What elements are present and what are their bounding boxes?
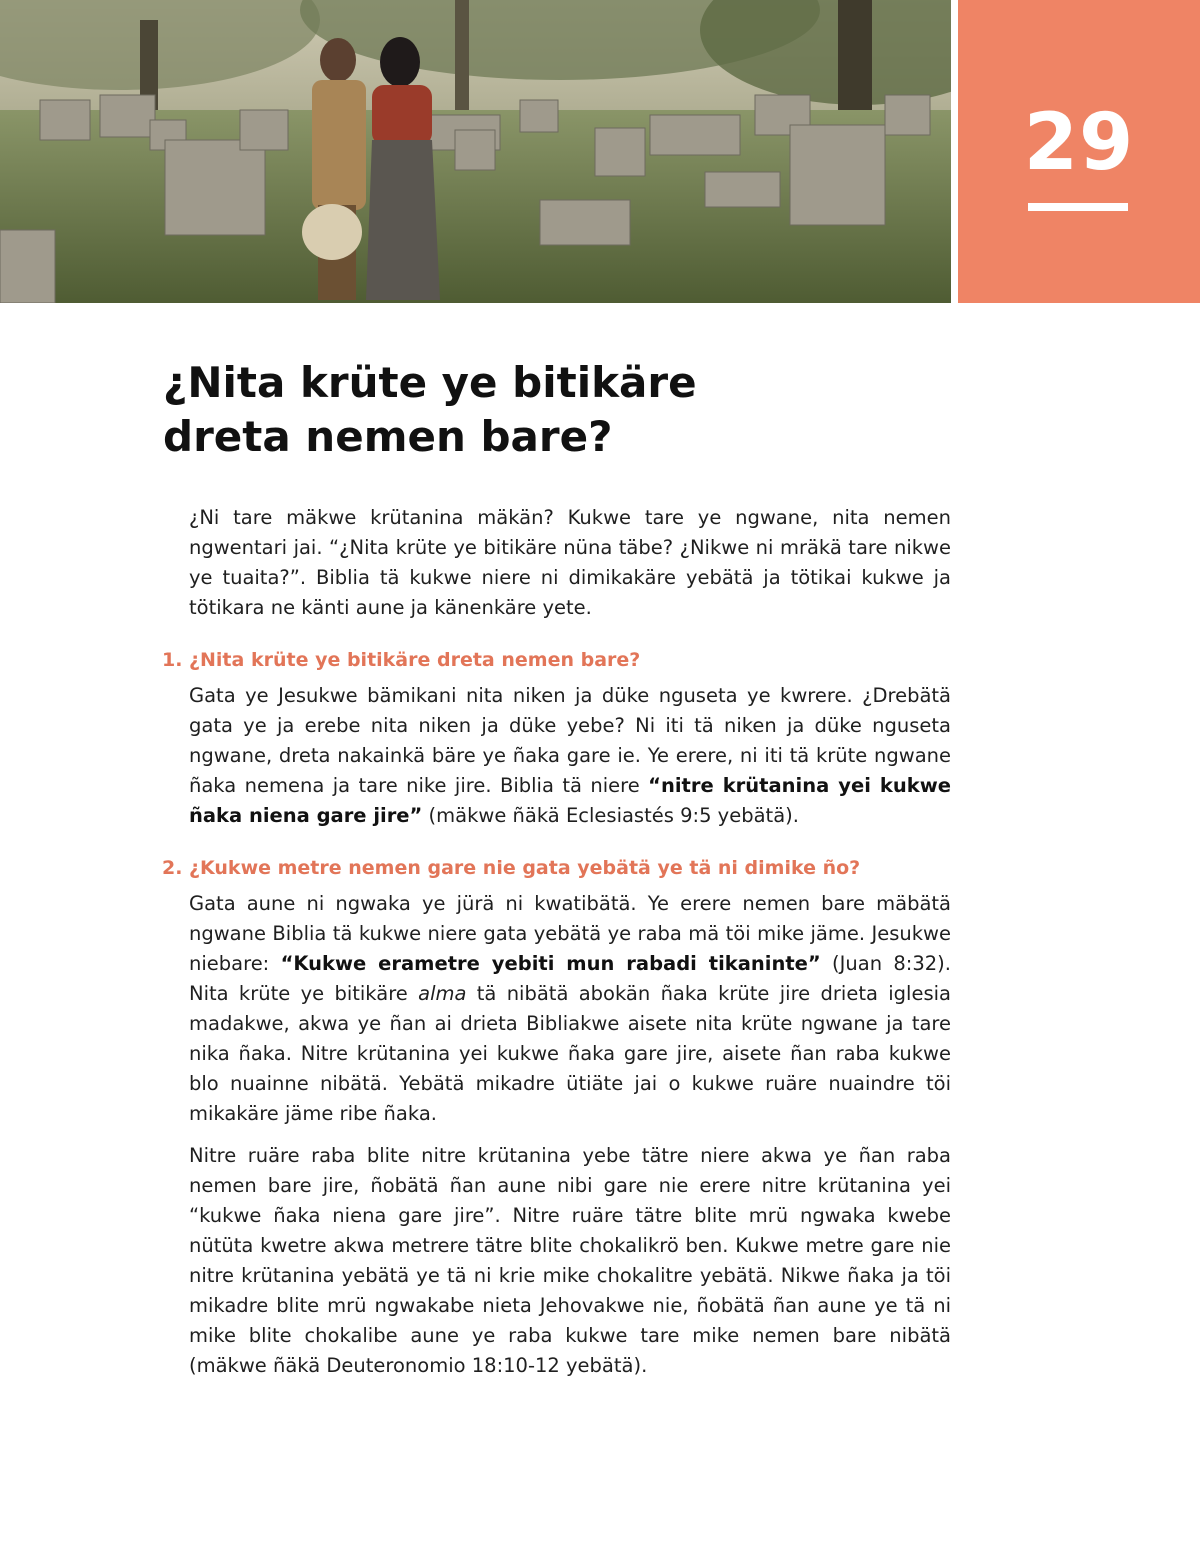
header-photo xyxy=(0,0,951,303)
answer-text: Gata ye Jesukwe bämikani nita niken ja düke nguseta ye kwrere. ¿Drebätä gata ye ja erebe nita niken ja düke yebe? Ni iti tä niken ja düke nguseta ngwane, dreta nakainkä bäre ye ñaka gare ie. Ye erere, ni iti tä krüte ngwane ñaka nemena ja tare nike jire. Biblia tä niere xyxy=(189,684,951,797)
section-1 xyxy=(162,645,951,831)
lesson-number: 29 xyxy=(1023,98,1135,188)
question-heading xyxy=(162,645,951,675)
answer-text: (Juan 8:32). Nita krüte ye bitikäre xyxy=(189,952,951,1005)
answer-paragraph xyxy=(189,889,951,1129)
answer-text: Gata aune ni ngwaka ye jürä ni kwatibätä. Ye erere nemen bare mäbätä ngwane Biblia tä kukwe niere gata yebätä ye raba mä töi mike jäme. Jesukwe niebare: xyxy=(189,892,951,975)
lesson-body xyxy=(162,503,951,1393)
cemetery-illustration xyxy=(0,0,951,303)
scripture-quote: “nitre krütanina yei kukwe ñaka niena gare jire” xyxy=(189,774,951,827)
question-text: ¿Kukwe metre nemen gare nie gata yebätä ye tä ni dimike ño? xyxy=(189,857,861,879)
question-number: 2. xyxy=(162,857,183,879)
italic-term: alma xyxy=(418,982,467,1005)
title-line-2: dreta nemen bare? xyxy=(163,412,613,461)
question-text: ¿Nita krüte ye bitikäre dreta nemen bare? xyxy=(189,649,641,671)
answer-text: tä nibätä abokän ñaka krüte jire drieta iglesia madakwe, akwa ye ñan ai drieta Bibliakwe aisete nita krüte ngwane ja tare nika ñaka. Nitre krütanina yei kukwe ñaka gare jire, aisete ñan raba kukwe blo nuainne nibätä. Yebätä mikadre ütiäte jai o kukwe ruäre nuaindre töi mikakäre jäme ribe ñaka. xyxy=(189,982,951,1125)
question-number: 1. xyxy=(162,649,183,671)
lesson-badge xyxy=(958,0,1200,303)
intro-paragraph: ¿Ni tare mäkwe krütanina mäkän? Kukwe tare ye ngwane, nita nemen ngwentari jai. “¿Nita krüte ye bitikäre nüna täbe? ¿Nikwe ni mräkä tare nikwe ye tuaita?”. Biblia tä kukwe niere ni dimikakäre yebätä ja tötikai kukwe ja tötikara ne känti aune ja känenkäre yete. xyxy=(189,506,951,619)
lesson-number-underline xyxy=(1028,203,1128,211)
answer-paragraph: Nitre ruäre raba blite nitre krütanina yebe tätre niere akwa ye ñan raba nemen bare jire, ñobätä ñan aune nibi gare nie erere nitre krütanina yei “kukwe ñaka niena gare jire”. Nitre ruäre tätre blite mrü ngwaka kwebe nütüta kwetre akwa metrere tätre blite chokalikrö ben. Kukwe metre gare nie nitre krütanina yebätä ye tä ni krie mike chokalitre yebätä. Nikwe ñaka ja töi mikadre blite mrü ngwakabe nieta Jehovakwe nie, ñobätä ñan aune ye tä ni mike blite chokalibe aune ye raba kukwe tare mike nemen bare nibätä (mäkwe ñäkä Deuteronomio 18:10-12 yebätä). xyxy=(189,1144,951,1377)
answer-paragraph xyxy=(189,681,951,831)
section-2 xyxy=(162,853,951,1381)
scripture-reference: (mäkwe ñäkä Eclesiastés 9:5 yebätä). xyxy=(422,804,799,827)
scripture-quote: “Kukwe erametre yebiti mun rabadi tikaninte” xyxy=(280,952,821,975)
question-heading xyxy=(162,853,951,883)
page-title xyxy=(163,356,883,464)
title-line-1: ¿Nita krüte ye bitikäre xyxy=(163,358,697,407)
